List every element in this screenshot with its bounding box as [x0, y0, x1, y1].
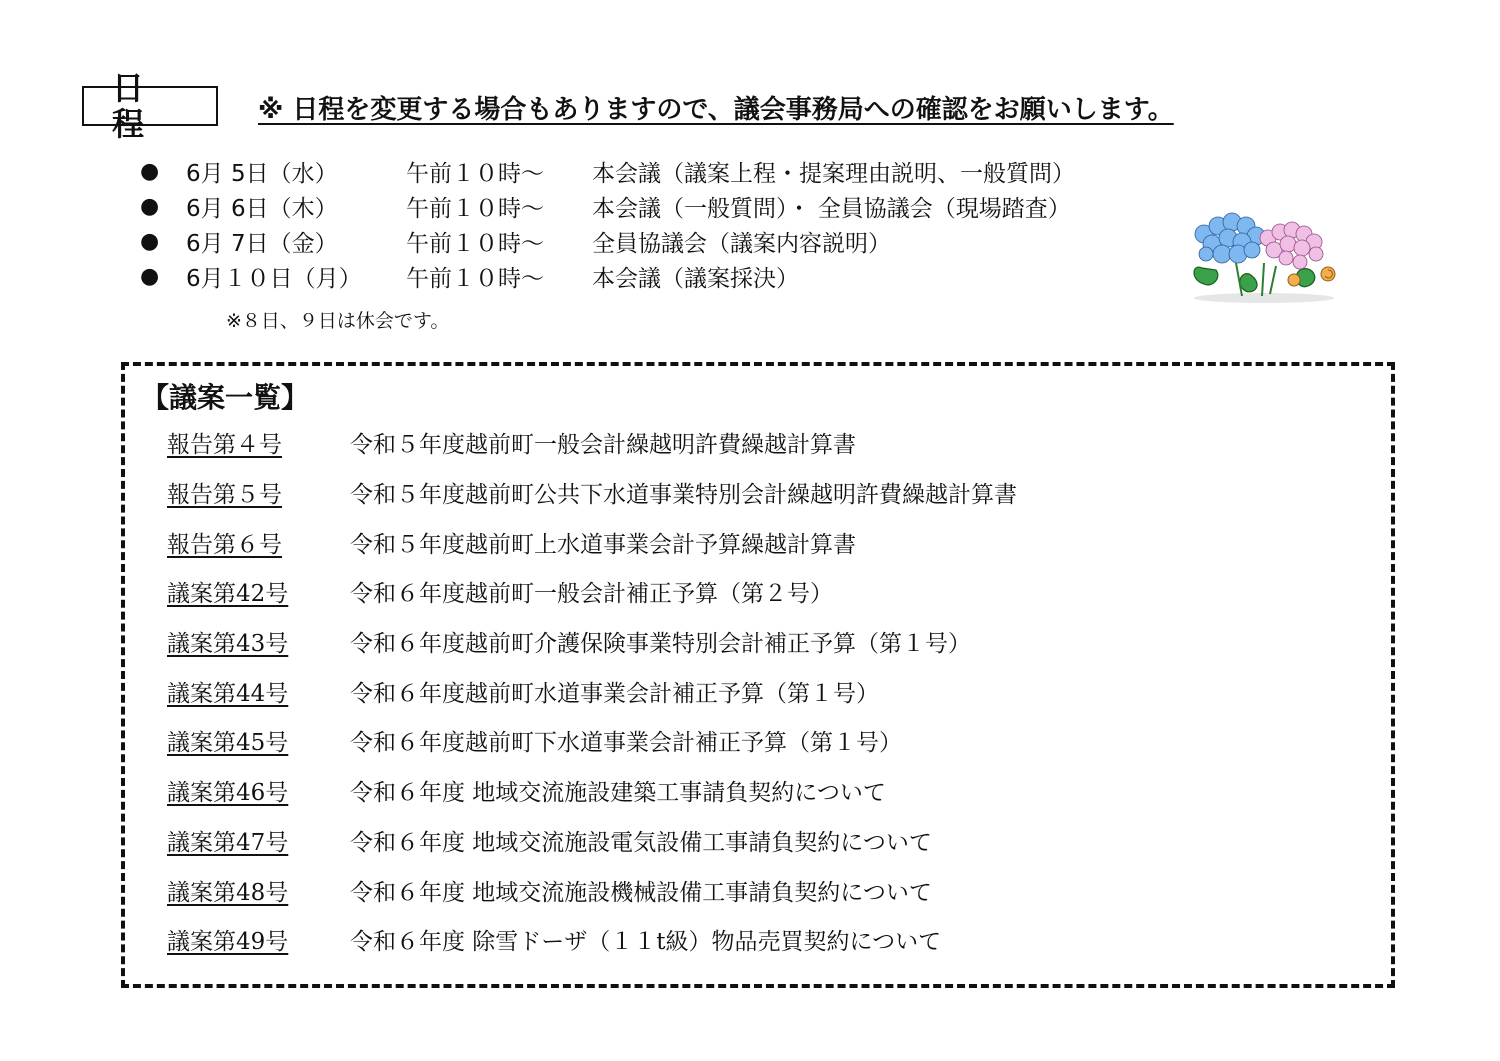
- bill-title: 令和５年度越前町上水道事業会計予算繰越計算書: [350, 531, 856, 558]
- schedule-time: 午前１０時～: [406, 231, 544, 257]
- bill-number-link[interactable]: 議案第43号: [167, 631, 289, 658]
- schedule-item: [140, 259, 1075, 294]
- schedule-change-notice: ※ 日程を変更する場合もありますので、議会事務局への確認をお願いします。: [258, 95, 1174, 125]
- bill-row: [167, 716, 1017, 766]
- bill-row: [167, 617, 1017, 667]
- schedule-item: [140, 154, 1075, 189]
- bill-row: [167, 816, 1017, 866]
- bill-number-link[interactable]: 議案第48号: [167, 879, 289, 906]
- schedule-item: [140, 224, 1075, 259]
- bill-number-link[interactable]: 議案第45号: [167, 730, 289, 757]
- hydrangea-icon: [1182, 208, 1347, 303]
- bill-list-title: 【議案一覧】: [141, 381, 310, 414]
- schedule-description: 本会議（議案採決）: [592, 266, 799, 292]
- bill-list: [167, 418, 1017, 965]
- schedule-date: 6月 7日（金）: [186, 231, 338, 257]
- bill-row: [167, 766, 1017, 816]
- bill-title: 令和６年度越前町水道事業会計補正予算（第１号）: [350, 680, 879, 707]
- bill-row: [167, 567, 1017, 617]
- schedule-description: 本会議（議案上程・提案理由説明、一般質問）: [592, 161, 1075, 187]
- schedule-date: 6月１０日（月）: [186, 266, 362, 292]
- bill-list-box: [121, 362, 1395, 988]
- bill-title: 令和６年度 除雪ドーザ（１１t級）物品売買契約について: [350, 929, 942, 956]
- bill-number-link[interactable]: 報告第４号: [167, 432, 282, 459]
- bill-title: 令和５年度越前町一般会計繰越明許費繰越計算書: [350, 432, 856, 459]
- bill-row: [167, 865, 1017, 915]
- bill-number-link[interactable]: 議案第42号: [167, 581, 289, 608]
- bill-number-link[interactable]: 議案第46号: [167, 780, 289, 807]
- schedule-time: 午前１０時～: [406, 161, 544, 187]
- bill-title: 令和６年度 地域交流施設建築工事請負契約について: [350, 780, 886, 807]
- bullet-icon: ●: [140, 159, 160, 184]
- schedule-time: 午前１０時～: [406, 266, 544, 292]
- bill-number-link[interactable]: 報告第６号: [167, 531, 282, 558]
- schedule-date: 6月 6日（木）: [186, 196, 338, 222]
- schedule-list: [140, 154, 1075, 294]
- schedule-description: 全員協議会（議案内容説明）: [592, 231, 891, 257]
- bill-row: [167, 666, 1017, 716]
- bill-row: [167, 915, 1017, 965]
- schedule-date: 6月 5日（水）: [186, 161, 338, 187]
- bill-title: 令和６年度越前町下水道事業会計補正予算（第１号）: [350, 730, 902, 757]
- bill-title: 令和６年度越前町一般会計補正予算（第２号）: [350, 581, 833, 608]
- bill-number-link[interactable]: 報告第５号: [167, 482, 282, 509]
- bullet-icon: ●: [140, 194, 160, 219]
- schedule-description: 本会議（一般質問）・ 全員協議会（現場踏査）: [592, 196, 1071, 222]
- bullet-icon: ●: [140, 229, 160, 254]
- schedule-item: [140, 189, 1075, 224]
- bill-number-link[interactable]: 議案第47号: [167, 829, 289, 856]
- bill-title: 令和６年度 地域交流施設電気設備工事請負契約について: [350, 829, 932, 856]
- bill-row: [167, 418, 1017, 468]
- bill-number-link[interactable]: 議案第44号: [167, 680, 289, 707]
- bill-title: 令和５年度越前町公共下水道事業特別会計繰越明許費繰越計算書: [350, 482, 1017, 509]
- bill-title: 令和６年度 地域交流施設機械設備工事請負契約について: [350, 879, 932, 906]
- bill-row: [167, 517, 1017, 567]
- schedule-heading: 日 程: [82, 86, 218, 126]
- bill-number-link[interactable]: 議案第49号: [167, 929, 289, 956]
- recess-note: ※８日、９日は休会です。: [226, 310, 450, 332]
- bill-title: 令和６年度越前町介護保険事業特別会計補正予算（第１号）: [350, 631, 971, 658]
- bullet-icon: ●: [140, 264, 160, 289]
- bill-row: [167, 468, 1017, 518]
- schedule-time: 午前１０時～: [406, 196, 544, 222]
